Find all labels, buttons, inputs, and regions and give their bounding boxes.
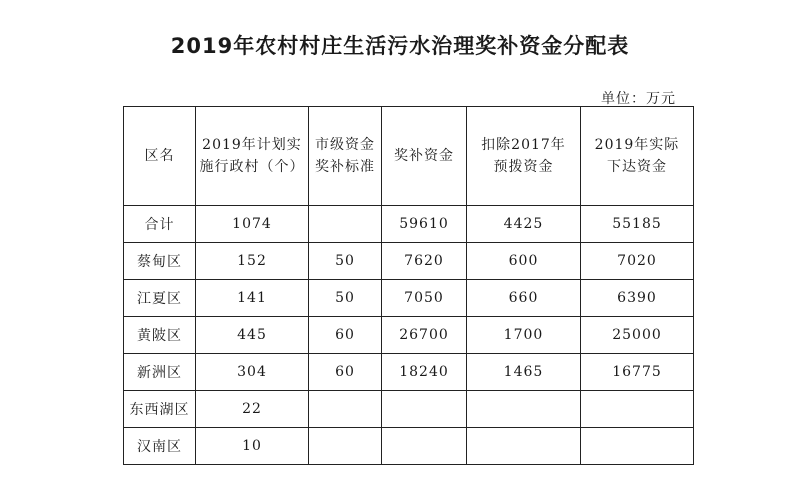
cell-subsidy-funds — [382, 391, 467, 428]
header-subsidy-funds: 奖补资金 — [382, 107, 467, 206]
cell-subsidy-standard: 50 — [309, 243, 382, 280]
table-row — [124, 354, 694, 391]
cell-subsidy-standard: 60 — [309, 317, 382, 354]
cell-subsidy-funds: 59610 — [382, 206, 467, 243]
header-planned-villages: 2019年计划实 施行政村（个） — [196, 107, 309, 206]
cell-subsidy-standard — [309, 428, 382, 465]
cell-subsidy-funds: 7620 — [382, 243, 467, 280]
header-district: 区名 — [124, 107, 196, 206]
cell-actual-allocation: 6390 — [581, 280, 694, 317]
cell-actual-allocation — [581, 428, 694, 465]
cell-planned-villages: 152 — [196, 243, 309, 280]
cell-prepaid-deduction: 4425 — [467, 206, 581, 243]
table-row — [124, 280, 694, 317]
header-prepaid-deduction: 扣除2017年 预拨资金 — [467, 107, 581, 206]
cell-subsidy-standard: 50 — [309, 280, 382, 317]
cell-actual-allocation — [581, 391, 694, 428]
table-row — [124, 317, 694, 354]
cell-subsidy-standard — [309, 391, 382, 428]
table-row — [124, 428, 694, 465]
cell-actual-allocation: 55185 — [581, 206, 694, 243]
table-header-row — [124, 107, 694, 206]
cell-district: 合计 — [124, 206, 196, 243]
unit-label: 单位：万元 — [601, 91, 676, 107]
cell-prepaid-deduction: 1465 — [467, 354, 581, 391]
cell-district: 蔡甸区 — [124, 243, 196, 280]
cell-district: 东西湖区 — [124, 391, 196, 428]
cell-district: 汉南区 — [124, 428, 196, 465]
cell-district: 江夏区 — [124, 280, 196, 317]
cell-planned-villages: 10 — [196, 428, 309, 465]
cell-subsidy-funds: 18240 — [382, 354, 467, 391]
cell-actual-allocation: 25000 — [581, 317, 694, 354]
cell-planned-villages: 22 — [196, 391, 309, 428]
cell-subsidy-funds: 26700 — [382, 317, 467, 354]
header-subsidy-standard: 市级资金 奖补标准 — [309, 107, 382, 206]
header-actual-allocation: 2019年实际 下达资金 — [581, 107, 694, 206]
cell-prepaid-deduction — [467, 428, 581, 465]
table-row — [124, 243, 694, 280]
cell-actual-allocation: 7020 — [581, 243, 694, 280]
cell-actual-allocation: 16775 — [581, 354, 694, 391]
table-row — [124, 391, 694, 428]
cell-prepaid-deduction: 1700 — [467, 317, 581, 354]
table-row-total — [124, 206, 694, 243]
allocation-table — [123, 106, 694, 465]
cell-subsidy-standard — [309, 206, 382, 243]
cell-planned-villages: 141 — [196, 280, 309, 317]
cell-planned-villages: 445 — [196, 317, 309, 354]
cell-district: 黄陂区 — [124, 317, 196, 354]
cell-prepaid-deduction — [467, 391, 581, 428]
cell-prepaid-deduction: 600 — [467, 243, 581, 280]
cell-planned-villages: 1074 — [196, 206, 309, 243]
cell-planned-villages: 304 — [196, 354, 309, 391]
cell-district: 新洲区 — [124, 354, 196, 391]
cell-subsidy-funds: 7050 — [382, 280, 467, 317]
cell-subsidy-standard: 60 — [309, 354, 382, 391]
cell-subsidy-funds — [382, 428, 467, 465]
document-title: 2019年农村村庄生活污水治理奖补资金分配表 — [170, 34, 630, 58]
cell-prepaid-deduction: 660 — [467, 280, 581, 317]
